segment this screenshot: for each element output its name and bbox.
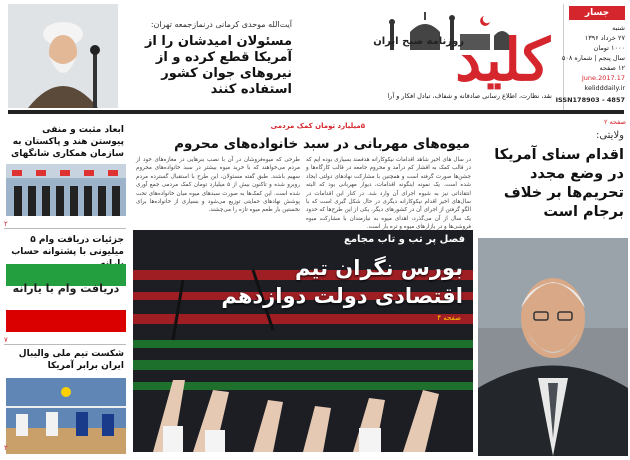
- right-page-ref[interactable]: صفحه ۲: [603, 118, 626, 126]
- left-page-ref-1[interactable]: ۲: [4, 220, 8, 228]
- issue-date-latin: 17.June.2017: [581, 74, 625, 82]
- left-headline-1[interactable]: ابعاد مثبت و منفی پیوستن هند و پاکستان به سازمان همکاری شانگهای: [10, 125, 124, 159]
- left-divider-2: [4, 344, 126, 345]
- left-headline-2[interactable]: جزئیات دریافت وام ۵ میلیونی با پشتوانه حساب: [11, 235, 124, 257]
- newspaper-logo: [292, 8, 560, 106]
- issue-date: ۲۷ خرداد ۱۳۹۶: [584, 34, 625, 42]
- right-column: [478, 116, 628, 456]
- issue-pages: ۱۲ صفحه: [599, 64, 625, 72]
- middle-body-a: در سال های اخیر شاهد اقدامات نیکوکارانه هدفمند بسیاری بوده ایم که در قالب کمک به اقشار کم درآمد و محروم جامعه در قالب کارگاه‌ها و جشن‌ها صورت گرفته است و همچنین با مشارکت نهادهای دولتی ایجاد شده است. یک نمونه اینگونه اقدامات، دیوار مهربانی بود که البته انتقاداتی نیز به شیوه اجرای آن وارد شد. در کنار این اقدامات در سال‌های اخیر اقدام نیکوکارانه دیگری در حال شکل گیری است که با الگو گرفتن از اجرای آن در کشورهای دیگر، یکی از این طرح‌ها که حدود یک سال از آن می‌گذرد، اهدای میوه به نیازمندان با مشارکت میوه فروشی‌ها و در بازارهای میوه و تره بار است.: [306, 157, 471, 231]
- flag-caption: دریافت وام با یارانه: [12, 282, 120, 295]
- stock-exchange-photo: [133, 230, 473, 452]
- middle-kicker: ۵میلیارد تومان کمک مردمی: [270, 122, 365, 130]
- official-photo: [478, 238, 628, 456]
- issue-flag: جسار: [569, 6, 625, 20]
- issue-website[interactable]: kelidddaily.ir: [584, 84, 625, 92]
- feature-page-ref[interactable]: صفحه ۴: [437, 314, 461, 322]
- left-divider-1: [4, 228, 126, 229]
- issue-number: سال پنجم | شماره ۵۰۸: [561, 54, 625, 62]
- summit-photo: [6, 164, 126, 216]
- issue-issn: ISSN178903 - 4857: [555, 96, 625, 104]
- issue-price: ۱۰۰۰ تومان: [593, 44, 625, 52]
- left-page-ref-3[interactable]: ۲: [4, 444, 8, 452]
- feature-headline[interactable]: بورس نگران تیم اقتصادی دولت دوازدهم: [221, 256, 463, 308]
- left-column: [0, 116, 130, 456]
- issue-info-box: [555, 4, 627, 112]
- masthead-rule: [8, 110, 624, 114]
- right-headline[interactable]: اقدام سنای آمریکا در وضع مجدد تحریم‌ها بر خلاف برجام است: [494, 147, 624, 220]
- left-headline-3[interactable]: شکست تیم ملی والیبال ایران برابر آمریکا: [18, 349, 124, 371]
- logo-word: کلید: [455, 26, 550, 94]
- logo-subtitle: روزنامه صبح ایران: [373, 36, 464, 47]
- issue-day: شنبه: [612, 24, 625, 32]
- left-page-ref-2[interactable]: ۷: [4, 336, 8, 344]
- iran-flag-graphic: [6, 264, 126, 332]
- feature-kicker: فصل پر تب و تاب مجامع: [343, 234, 465, 245]
- lead-headline[interactable]: مسئولان امیدشان را از آمریکا قطع کرده و از نیروهای جوان کشور استفاده کنند: [144, 34, 292, 97]
- logo-tagline: نقد، نظارت، اطلاع رسانی صادقانه و شفاف، تبادل افکار و آرا: [387, 92, 552, 100]
- right-kicker: ولایتی:: [595, 130, 624, 141]
- middle-body-b: طرحی که میوه‌فروشان در آن با نصب بنرهایی در مغازه‌های خود از مردم می‌خواهند که با خرید میوه بیشتر در سبد خانواده‌های محروم سهیم باشند. طبق گفته مسئولان، این طرح با استقبال گسترده مردم روبرو شده و تاکنون بیش از ۵ میلیارد تومان کمک مردمی جمع آوری شده است. این کمک‌ها به صورت سبدهای میوه میان خانواده‌های تحت پوشش نهادهای حمایتی توزیع می‌شود و بسیاری از خانواده‌ها برای نخستین بار طعم میوه تازه را می‌چشند.: [136, 157, 300, 214]
- cleric-photo: [8, 4, 118, 108]
- middle-headline[interactable]: میوه‌های مهربانی در سبد خانواده‌های محروم: [174, 136, 470, 152]
- lead-kicker: آیت‌الله موحدی کرمانی درنمازجمعه تهران:: [150, 20, 292, 29]
- volleyball-photo: [6, 378, 126, 454]
